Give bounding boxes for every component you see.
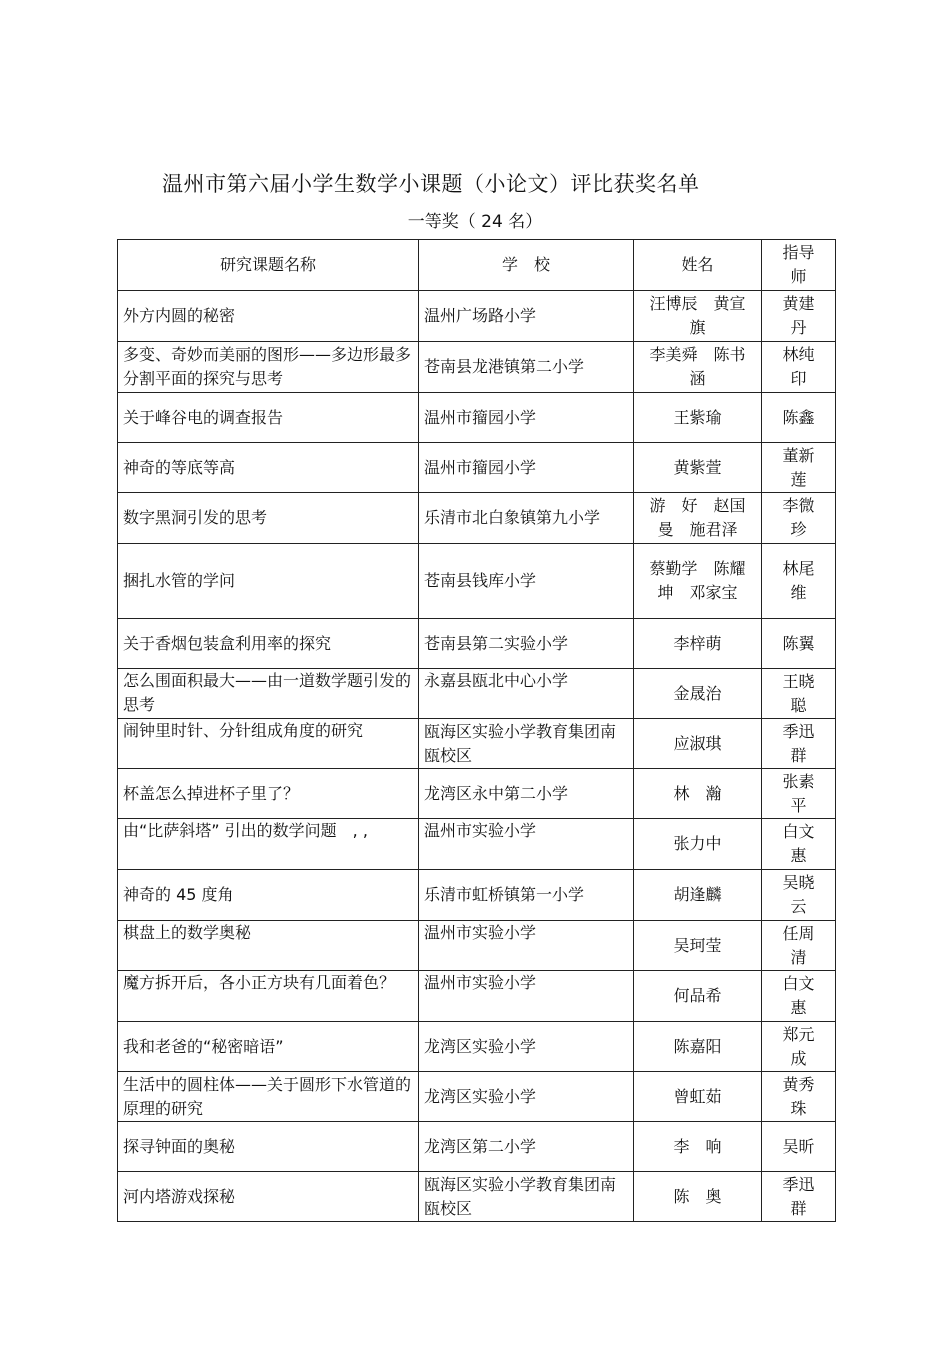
cell-topic: 多变、奇妙而美丽的图形——多边形最多分割平面的探究与思考 [118,342,419,393]
cell-teacher: 白文惠 [762,971,836,1022]
cell-school: 龙湾区实验小学 [419,1022,634,1072]
cell-school: 乐清市虹桥镇第一小学 [419,870,634,921]
table-row [118,769,836,819]
cell-school: 乐清市北白象镇第九小学 [419,493,634,544]
cell-student-name: 应淑琪 [634,719,762,769]
cell-school: 瓯海区实验小学教育集团南瓯校区 [419,719,634,769]
cell-school: 永嘉县瓯北中心小学 [419,669,634,719]
cell-teacher: 董新莲 [762,443,836,493]
cell-topic: 魔方拆开后，各小正方块有几面着色？ [118,971,419,1022]
cell-teacher: 陈鑫 [762,393,836,443]
cell-teacher: 黄建丹 [762,291,836,342]
cell-student-name: 金晟治 [634,669,762,719]
table-row [118,1022,836,1072]
header-teacher: 指导师 [762,240,836,291]
cell-topic: 棋盘上的数学奥秘 [118,921,419,971]
cell-topic: 关于香烟包装盒利用率的探究 [118,619,419,669]
cell-teacher: 吴晓云 [762,870,836,921]
cell-topic: 探寻钟面的奥秘 [118,1122,419,1172]
cell-teacher: 白文惠 [762,819,836,870]
cell-topic: 数字黑洞引发的思考 [118,493,419,544]
cell-teacher: 李微珍 [762,493,836,544]
cell-student-name: 李 响 [634,1122,762,1172]
cell-teacher: 林纯印 [762,342,836,393]
cell-student-name: 王紫瑜 [634,393,762,443]
cell-school: 龙湾区永中第二小学 [419,769,634,819]
table-row [118,619,836,669]
cell-teacher: 张素平 [762,769,836,819]
table-row [118,544,836,619]
table-row [118,1122,836,1172]
cell-student-name: 曾虹茹 [634,1072,762,1122]
cell-teacher: 吴昕 [762,1122,836,1172]
cell-student-name: 陈 奥 [634,1172,762,1222]
cell-teacher: 王晓聪 [762,669,836,719]
cell-school: 苍南县第二实验小学 [419,619,634,669]
table-row [118,493,836,544]
cell-teacher: 季迅群 [762,719,836,769]
award-table [117,239,836,1222]
table-row [118,1072,836,1122]
cell-student-name: 黄紫萱 [634,443,762,493]
cell-topic: 由“比萨斜塔” 引出的数学问题 , , [118,819,419,870]
cell-student-name: 胡逢麟 [634,870,762,921]
table-header-row [118,240,836,291]
cell-school: 苍南县龙港镇第二小学 [419,342,634,393]
table-row [118,819,836,870]
cell-student-name: 张力中 [634,819,762,870]
cell-topic: 杯盖怎么掉进杯子里了？ [118,769,419,819]
cell-topic: 生活中的圆柱体——关于圆形下水管道的原理的研究 [118,1072,419,1122]
cell-topic: 神奇的 45 度角 [118,870,419,921]
cell-school: 瓯海区实验小学教育集团南瓯校区 [419,1172,634,1222]
cell-teacher: 林尾维 [762,544,836,619]
table-body [118,291,836,1222]
cell-teacher: 黄秀珠 [762,1072,836,1122]
cell-student-name: 林 瀚 [634,769,762,819]
header-name: 姓名 [634,240,762,291]
table-row [118,393,836,443]
table-row [118,870,836,921]
table-row [118,669,836,719]
cell-student-name: 李梓萌 [634,619,762,669]
cell-school: 温州市实验小学 [419,819,634,870]
cell-student-name: 李美舜 陈书涵 [634,342,762,393]
cell-student-name: 陈嘉阳 [634,1022,762,1072]
cell-topic: 外方内圆的秘密 [118,291,419,342]
cell-topic: 闹钟里时针、分针组成角度的研究 [118,719,419,769]
table-row [118,1172,836,1222]
table-row [118,291,836,342]
cell-topic: 怎么围面积最大——由一道数学题引发的思考 [118,669,419,719]
cell-topic: 捆扎水管的学问 [118,544,419,619]
cell-student-name: 吴珂莹 [634,921,762,971]
cell-teacher: 郑元成 [762,1022,836,1072]
table-row [118,342,836,393]
cell-school: 温州市实验小学 [419,971,634,1022]
cell-school: 温州市籀园小学 [419,443,634,493]
cell-topic: 河内塔游戏探秘 [118,1172,419,1222]
cell-student-name: 汪博辰 黄宣旗 [634,291,762,342]
cell-school: 温州市籀园小学 [419,393,634,443]
cell-teacher: 任周清 [762,921,836,971]
cell-school: 温州广场路小学 [419,291,634,342]
document-title: 温州市第六届小学生数学小课题（小论文）评比获奖名单 [162,172,700,196]
table-row [118,971,836,1022]
header-topic: 研究课题名称 [118,240,419,291]
header-school: 学 校 [419,240,634,291]
cell-school: 龙湾区第二小学 [419,1122,634,1172]
award-level-subtitle: 一等奖（ 24 名） [407,212,543,232]
cell-topic: 我和老爸的“秘密暗语” [118,1022,419,1072]
cell-student-name: 蔡勤学 陈耀坤 邓家宝 [634,544,762,619]
table-row [118,921,836,971]
cell-school: 苍南县钱库小学 [419,544,634,619]
cell-school: 温州市实验小学 [419,921,634,971]
table-row [118,719,836,769]
cell-topic: 关于峰谷电的调查报告 [118,393,419,443]
cell-student-name: 何品希 [634,971,762,1022]
table-row [118,443,836,493]
cell-topic: 神奇的等底等高 [118,443,419,493]
cell-school: 龙湾区实验小学 [419,1072,634,1122]
cell-student-name: 游 好 赵国曼 施君泽 [634,493,762,544]
cell-teacher: 陈翼 [762,619,836,669]
cell-teacher: 季迅群 [762,1172,836,1222]
